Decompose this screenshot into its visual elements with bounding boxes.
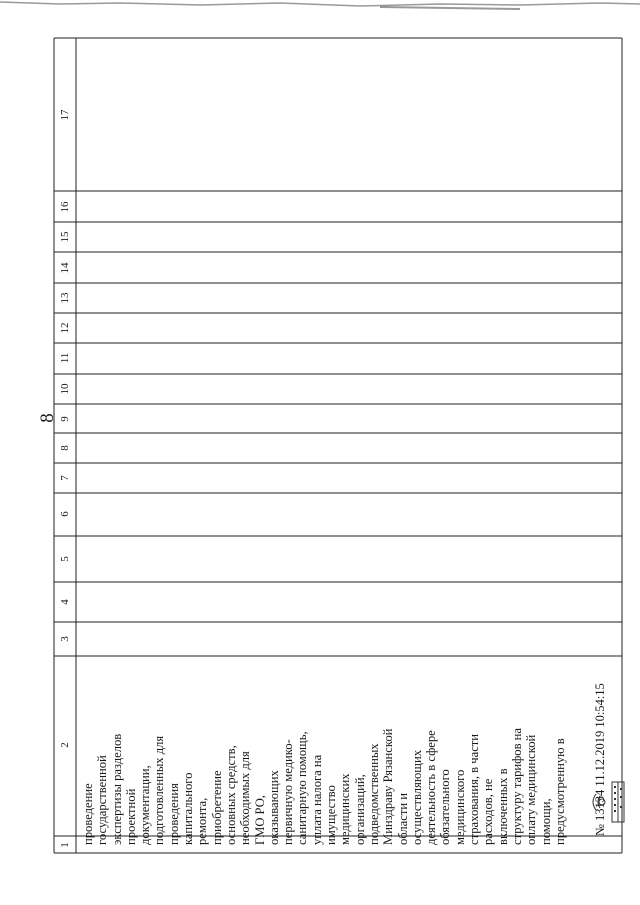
description-line: санитарную помощь, — [295, 731, 310, 845]
registration-number: № 13134 11.12.2019 10:54:15 — [593, 683, 607, 836]
description-line: медицинских — [338, 773, 353, 845]
page-number: 8 — [37, 413, 58, 423]
column-header: 4 — [59, 599, 71, 605]
description-line: осуществляющих — [409, 749, 424, 845]
column-header: 11 — [59, 352, 71, 364]
description-line: подготовленных для — [152, 735, 167, 845]
column-header: 15 — [59, 231, 71, 243]
description-line: расходов, не — [481, 778, 496, 845]
column-header: 1 — [59, 842, 71, 848]
column-header: 9 — [59, 416, 71, 422]
description-line: страхования, в части — [467, 733, 482, 845]
description-line: включенных в — [495, 768, 510, 845]
column-header: 8 — [59, 445, 71, 451]
column-header: 2 — [59, 742, 71, 748]
description-line: оплату медицинской — [524, 734, 539, 845]
description-line: обязательного — [438, 769, 453, 845]
column-header: 5 — [59, 556, 71, 562]
description-line: основных средств, — [223, 745, 238, 845]
column-header: 17 — [59, 109, 71, 121]
description-line: капитального — [181, 772, 196, 845]
description-line: медицинского — [452, 769, 467, 845]
description-line: проведение — [81, 783, 95, 845]
description-line: уплата налога на — [309, 754, 324, 845]
description-line: проведения — [166, 783, 181, 845]
description-line: подведомственных — [366, 743, 381, 845]
column-header: 12 — [59, 322, 71, 334]
column-header: 6 — [59, 511, 71, 517]
description-line: структуру тарифов на — [509, 727, 524, 845]
description-line: имущество — [324, 785, 339, 845]
description-line: ГМО РО, — [252, 795, 267, 845]
column-header: 13 — [59, 292, 71, 304]
description-line: документации, — [138, 765, 153, 845]
description-line: приобретение — [209, 770, 224, 845]
description-line: области и — [395, 793, 410, 845]
description-line: государственной — [95, 755, 110, 845]
description-line: первичную медико- — [281, 739, 296, 845]
description-line: оказывающих — [266, 770, 281, 845]
description-line: необходимых для — [238, 751, 253, 845]
description-line: помощи, — [538, 798, 553, 845]
description-line: экспертизы разделов — [109, 733, 124, 845]
description-line: ремонта, — [195, 797, 210, 845]
description-line: организаций, — [352, 774, 367, 845]
column-header: 7 — [59, 475, 71, 481]
column-header: 16 — [59, 201, 71, 213]
description-line: деятельность в сфере — [424, 730, 439, 845]
column-header: 14 — [59, 262, 71, 274]
column-header: 10 — [59, 383, 71, 395]
description-line: проектной — [123, 788, 138, 845]
description-cell — [77, 685, 567, 853]
column-header: 3 — [59, 636, 71, 642]
description-line: предусмотренную в — [552, 738, 567, 845]
description-line: Минздраву Рязанской — [381, 728, 396, 845]
